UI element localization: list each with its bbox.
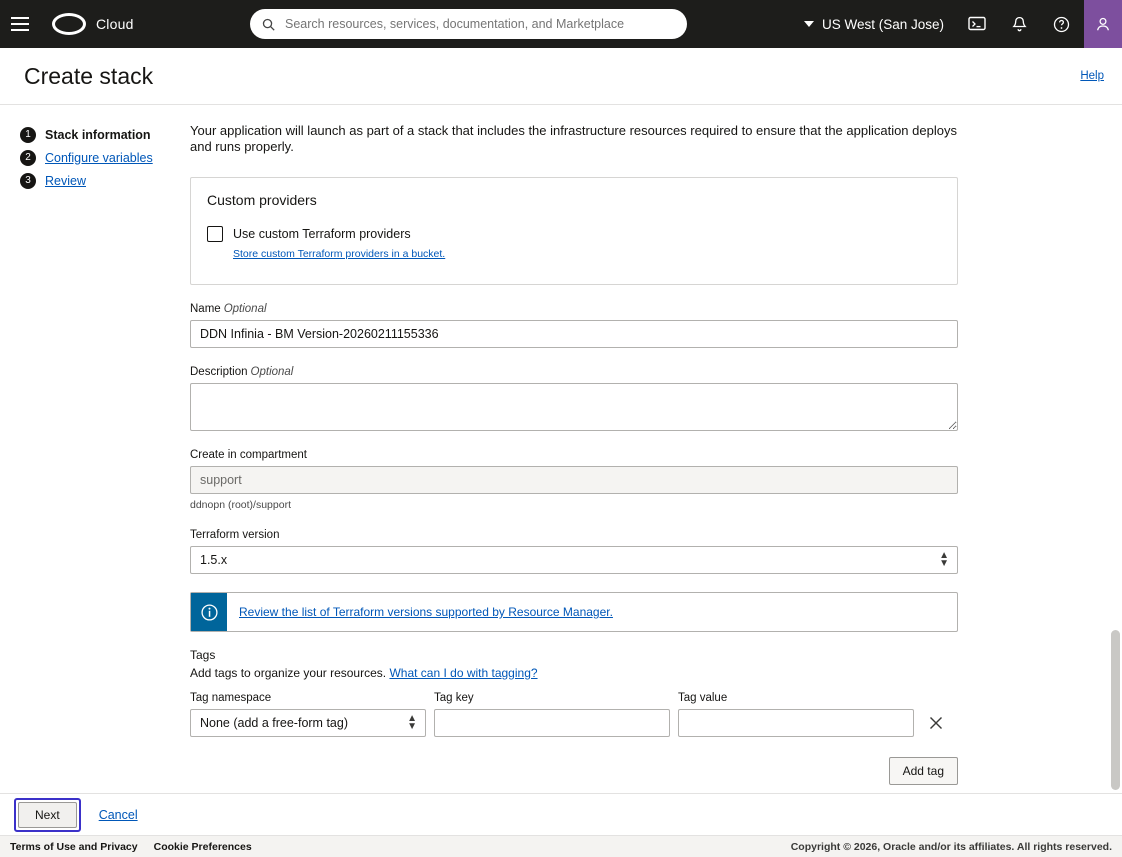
terms-link[interactable]: Terms of Use and Privacy bbox=[10, 840, 138, 853]
copyright-text: Copyright © 2026, Oracle and/or its affiliates. All rights reserved. bbox=[790, 840, 1112, 853]
info-circle-icon bbox=[191, 593, 227, 631]
step-label[interactable]: Review bbox=[45, 173, 86, 188]
brand-label: Cloud bbox=[96, 16, 134, 32]
terraform-versions-link[interactable]: Review the list of Terraform versions supported by Resource Manager. bbox=[239, 605, 613, 619]
cancel-link[interactable]: Cancel bbox=[98, 807, 138, 822]
remove-tag-x-icon[interactable] bbox=[922, 709, 950, 737]
description-textarea[interactable] bbox=[190, 383, 958, 431]
global-header bbox=[0, 0, 1122, 48]
stack-information-form bbox=[178, 105, 1122, 842]
use-custom-providers-checkbox[interactable] bbox=[207, 226, 223, 242]
tags-description bbox=[190, 666, 1098, 680]
wizard-steps bbox=[0, 105, 178, 842]
next-button-focus-ring bbox=[14, 798, 81, 832]
use-custom-providers-row[interactable] bbox=[207, 226, 941, 242]
step-number-badge: 1 bbox=[20, 127, 36, 143]
use-custom-providers-label: Use custom Terraform providers bbox=[233, 227, 411, 241]
name-optional-text: Optional bbox=[223, 303, 267, 315]
tag-key-label: Tag key bbox=[434, 692, 474, 704]
tag-key-input[interactable] bbox=[434, 709, 670, 737]
step-number-badge: 3 bbox=[20, 173, 36, 189]
tag-key-field bbox=[434, 692, 670, 737]
page-header bbox=[0, 48, 1122, 105]
terraform-version-select[interactable] bbox=[190, 546, 958, 574]
next-button[interactable]: Next bbox=[18, 802, 77, 828]
brand-logo[interactable] bbox=[52, 13, 134, 35]
notifications-bell-icon[interactable] bbox=[1000, 0, 1038, 48]
page-body bbox=[0, 105, 1122, 842]
tag-namespace-field bbox=[190, 692, 426, 737]
tagging-help-link[interactable]: What can I do with tagging? bbox=[389, 666, 538, 680]
compartment-path-hint: ddnopn (root)/support bbox=[190, 499, 291, 511]
chevron-up-down-icon: ▲ ▼ bbox=[407, 713, 417, 732]
cookie-preferences-link[interactable]: Cookie Preferences bbox=[153, 840, 252, 853]
chevron-up-down-icon: ▲ ▼ bbox=[939, 550, 949, 569]
tag-namespace-select-wrap bbox=[190, 709, 426, 737]
hamburger-menu-icon[interactable] bbox=[0, 0, 40, 48]
tag-value-field bbox=[678, 692, 914, 737]
help-question-icon[interactable] bbox=[1042, 0, 1080, 48]
custom-providers-panel bbox=[190, 177, 958, 285]
page-title: Create stack bbox=[24, 62, 154, 89]
tag-namespace-select[interactable] bbox=[190, 709, 426, 737]
terraform-version-select-wrap bbox=[190, 546, 958, 574]
tags-title: Tags bbox=[190, 648, 216, 662]
step-label: Stack information bbox=[45, 127, 151, 142]
tag-value-input[interactable] bbox=[678, 709, 914, 737]
tag-row bbox=[190, 692, 958, 737]
oracle-logo-icon bbox=[52, 13, 86, 35]
wizard-step-review[interactable] bbox=[20, 169, 178, 192]
search-icon bbox=[262, 18, 275, 31]
header-right-cluster bbox=[794, 0, 1122, 48]
step-number-badge: 2 bbox=[20, 150, 36, 166]
wizard-step-stack-information[interactable] bbox=[20, 123, 178, 146]
terraform-version-label: Terraform version bbox=[190, 529, 280, 541]
search-box[interactable] bbox=[250, 9, 687, 39]
tag-value-label: Tag value bbox=[678, 692, 728, 704]
description-label-text: Description bbox=[190, 366, 248, 378]
tag-namespace-label: Tag namespace bbox=[190, 692, 272, 704]
add-tag-row bbox=[190, 757, 958, 785]
region-label: US West (San Jose) bbox=[821, 16, 944, 32]
cloud-shell-icon[interactable] bbox=[958, 0, 996, 48]
region-selector[interactable] bbox=[794, 0, 954, 48]
global-search bbox=[250, 9, 687, 39]
terraform-versions-info-banner bbox=[190, 592, 958, 632]
name-label-text: Name bbox=[190, 303, 221, 315]
search-input[interactable] bbox=[283, 16, 675, 32]
name-label bbox=[190, 303, 1098, 315]
store-providers-bucket-link[interactable]: Store custom Terraform providers in a bucket. bbox=[233, 248, 446, 260]
user-avatar[interactable] bbox=[1084, 0, 1122, 48]
form-intro-text: Your application will launch as part of a stack that includes the infrastructure resources required to ensure that the application deploys and runs properly. bbox=[190, 123, 957, 154]
description-optional-text: Optional bbox=[250, 366, 294, 378]
footer-links bbox=[10, 841, 252, 853]
description-label bbox=[190, 366, 1098, 378]
add-tag-button[interactable]: Add tag bbox=[889, 757, 958, 785]
page-footer bbox=[0, 835, 1122, 857]
help-link[interactable]: Help bbox=[1080, 70, 1104, 82]
chevron-down-icon bbox=[804, 21, 814, 27]
wizard-step-configure-variables[interactable] bbox=[20, 146, 178, 169]
wizard-action-bar bbox=[0, 793, 1122, 835]
custom-providers-title: Custom providers bbox=[207, 192, 317, 208]
info-banner-text bbox=[227, 593, 613, 631]
content-scrollbar[interactable] bbox=[1111, 630, 1120, 790]
compartment-label: Create in compartment bbox=[190, 449, 307, 461]
tags-description-text: Add tags to organize your resources. bbox=[190, 666, 390, 680]
name-input[interactable] bbox=[190, 320, 958, 348]
step-label[interactable]: Configure variables bbox=[45, 150, 153, 165]
compartment-input[interactable] bbox=[190, 466, 958, 494]
